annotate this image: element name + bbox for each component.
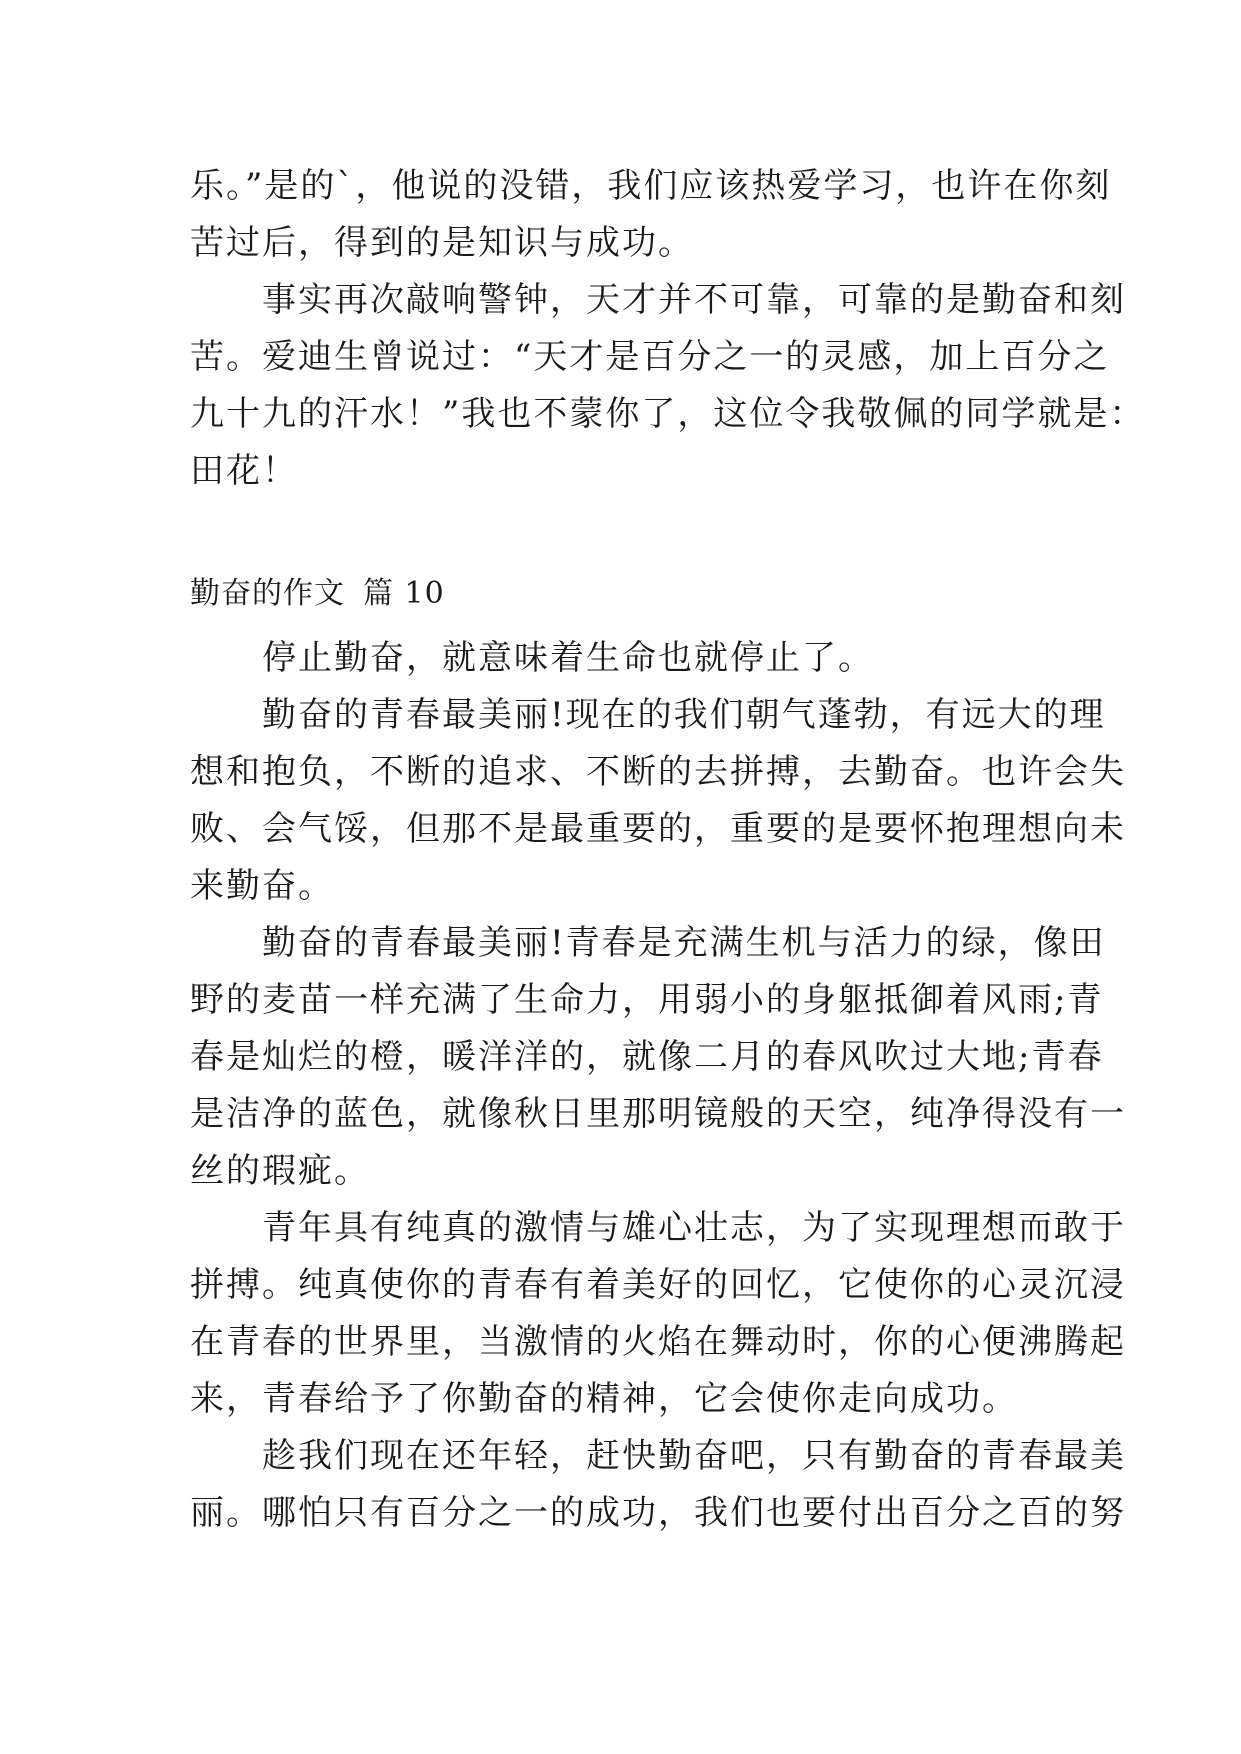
text-line: 九十九的汗水！”我也不蒙你了，这位令我敬佩的同学就是： xyxy=(190,394,1146,434)
text-line: 乐。”是的`，他说的没错，我们应该热爱学习，也许在你刻 xyxy=(190,166,1112,206)
text-line: 青年具有纯真的激情与雄心壮志，为了实现理想而敢于 xyxy=(190,1208,1126,1248)
text-line: 停止勤奋，就意味着生命也就停止了。 xyxy=(190,638,874,678)
text-line: 勤奋的青春最美丽!青春是充满生机与活力的绿，像田 xyxy=(190,923,1106,963)
section-heading xyxy=(190,570,445,618)
text-line: 趁我们现在还年轻，赶快勤奋吧，只有勤奋的青春最美 xyxy=(190,1436,1126,1476)
text-line: 田花！ xyxy=(190,451,298,491)
heading-title: 勤奋的作文 xyxy=(190,576,345,611)
text-line: 拼搏。纯真使你的青春有着美好的回忆，它使你的心灵沉浸 xyxy=(190,1265,1126,1305)
heading-chapter: 篇 10 xyxy=(363,576,445,611)
text-line: 事实再次敲响警钟，天才并不可靠，可靠的是勤奋和刻 xyxy=(190,280,1126,320)
text-line: 春是灿烂的橙，暖洋洋的，就像二月的春风吹过大地;青春 xyxy=(190,1037,1104,1077)
paragraph-block-top xyxy=(190,158,1146,500)
text-line: 想和抱负，不断的追求、不断的去拼搏，去勤奋。也许会失 xyxy=(190,752,1126,792)
text-line: 勤奋的青春最美丽!现在的我们朝气蓬勃，有远大的理 xyxy=(190,695,1106,735)
text-line: 败、会气馁，但那不是最重要的，重要的是要怀抱理想向未 xyxy=(190,809,1126,849)
text-line: 苦。爱迪生曾说过：“天才是百分之一的灵感，加上百分之 xyxy=(190,337,1110,377)
text-line: 野的麦苗一样充满了生命力，用弱小的身躯抵御着风雨;青 xyxy=(190,980,1104,1020)
text-line: 来勤奋。 xyxy=(190,866,334,906)
text-line: 在青春的世界里，当激情的火焰在舞动时，你的心便沸腾起 xyxy=(190,1322,1126,1362)
text-line: 是洁净的蓝色，就像秋日里那明镜般的天空，纯净得没有一 xyxy=(190,1094,1126,1134)
text-line: 苦过后，得到的是知识与成功。 xyxy=(190,223,694,263)
text-line: 来，青春给予了你勤奋的精神，它会使你走向成功。 xyxy=(190,1379,1018,1419)
text-line: 丝的瑕疵。 xyxy=(190,1151,370,1191)
text-line: 丽。哪怕只有百分之一的成功，我们也要付出百分之百的努 xyxy=(190,1493,1126,1533)
paragraph-block-main xyxy=(190,630,1126,1542)
